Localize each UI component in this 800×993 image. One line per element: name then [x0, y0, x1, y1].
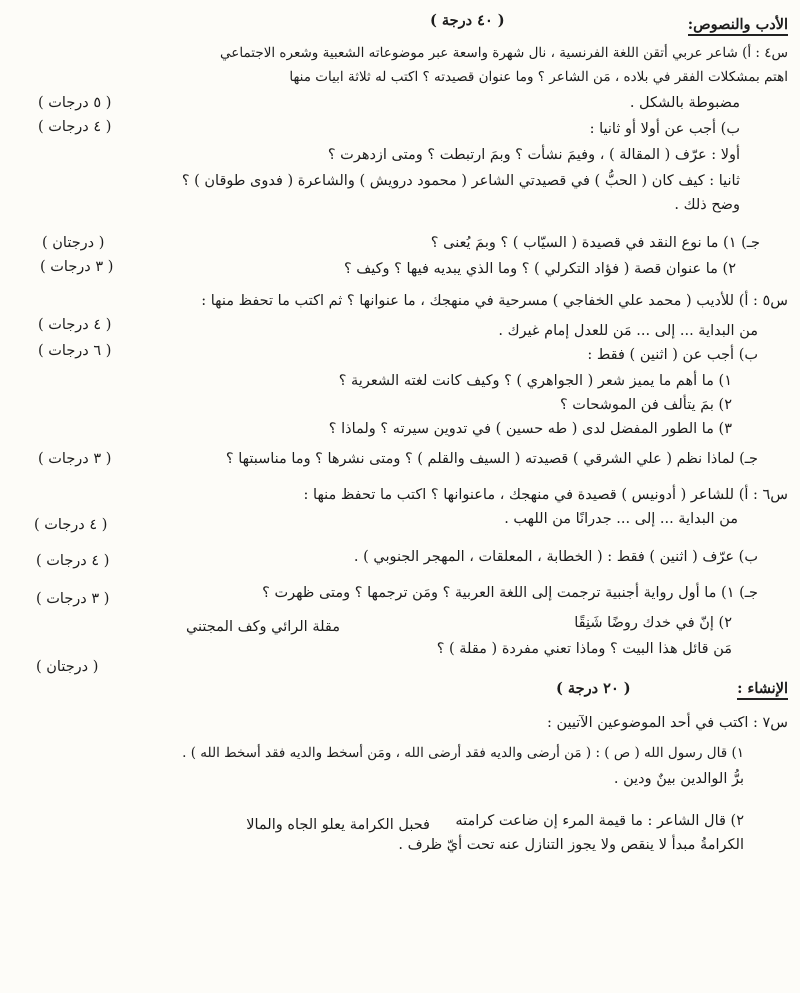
q5-a-line1: س٥ : أ) للأديب ( محمد علي الخفاجي ) مسرحية في منهجك ، ما عنوانها ؟ ثم اكتب ما تحفظ منها :: [201, 293, 788, 309]
q5-b-line1: ب) أجب عن ( اثنين ) فقط :: [587, 347, 758, 363]
q7-intro: س٧ : اكتب في أحد الموضوعين الآتيين :: [546, 715, 788, 731]
q7-topic1-line1: ١) قال رسول الله ( ص ) : ( مَن أرضى والديه فقد أرضى الله ، ومَن أسخط والديه فقد أسخط الله ) .: [182, 745, 744, 761]
q6-c-line3: مَن قائل هذا البيت ؟ وماذا تعني مفردة ( مقلة ) ؟: [436, 641, 732, 657]
q6-a-line2: من البداية ... إلى ... جدرانًا من اللهب .: [504, 511, 738, 527]
q5-b-line3: ٢) بمَ يتألف فن الموشحات ؟: [559, 397, 732, 413]
q6-verse-left: مقلة الرائي وكف المجتني: [185, 619, 340, 635]
q6-c-marks1: ( ٣ درجات ): [36, 591, 110, 607]
q5-b-line4: ٣) ما الطور المفضل لدى ( طه حسين ) في تدوين سيرته ؟ ولماذا ؟: [328, 421, 732, 437]
section-marks-composition: ( ٢٠ درجة ): [556, 680, 631, 697]
q4-b-line2: أولا : عرّف ( المقالة ) ، وفيمَ نشأت ؟ وبمَ ارتبطت ؟ ومتى ازدهرت ؟: [327, 147, 740, 163]
q5-a-marks: ( ٤ درجات ): [38, 317, 112, 333]
q6-a-marks: ( ٤ درجات ): [34, 517, 108, 533]
q4-b-line3: ثانيا : كيف كان ( الحبُّ ) في قصيدتي الشاعر ( محمود درويش ) والشاعرة ( فدوى طوقان ) ؟: [181, 173, 740, 189]
q4-b-marks: ( ٤ درجات ): [38, 119, 112, 135]
q4-c-marks2: ( ٣ درجات ): [40, 259, 114, 275]
q5-a-line2: من البداية ... إلى ... مَن للعدل إمام غيرك .: [498, 323, 758, 339]
section-title-composition: الإنشاء :: [737, 680, 788, 700]
q4-b-line4: وضح ذلك .: [674, 197, 740, 213]
q4-b-line1: ب) أجب عن أولا أو ثانيا :: [589, 121, 740, 137]
q5-c-marks: ( ٣ درجات ): [38, 451, 112, 467]
q6-c-line1: جـ) ١) ما أول رواية أجنبية ترجمت إلى اللغة العربية ؟ ومَن ترجمها ؟ ومتى ظهرت ؟: [262, 585, 758, 601]
q7-topic2-line2: الكرامةُ مبدأ لا ينقص ولا يجوز التنازل عنه تحت أيّ ظرف .: [398, 837, 744, 853]
q7-topic2-verse-left: فحبل الكرامة يعلو الجاه والمالا: [246, 817, 430, 833]
section-title-literature: الأدب والنصوص:: [688, 16, 788, 36]
q4-a-line1: س٤ : أ) شاعر عربي أتقن اللغة الفرنسية ، نال شهرة واسعة عبر موضوعاته الشعبية وشعره الاجتماعي: [220, 45, 788, 61]
section-marks-literature: ( ٤٠ درجة ): [430, 12, 505, 29]
q6-c-marks2: ( درجتان ): [36, 659, 99, 675]
q4-c-marks1: ( درجتان ): [42, 235, 105, 251]
q6-a-line1: س٦ : أ) للشاعر ( أدونيس ) قصيدة في منهجك ، ماعنوانها ؟ اكتب ما تحفظ منها :: [303, 487, 788, 503]
q6-verse-right: ٢) إنّ في خدك روضًا شَنِقًا: [574, 615, 732, 631]
q5-b-marks: ( ٦ درجات ): [38, 343, 112, 359]
q7-topic2-verse-right: ٢) قال الشاعر : ما قيمة المرء إن ضاعت كرامته: [455, 813, 744, 829]
q4-a-marks: ( ٥ درجات ): [38, 95, 112, 111]
q4-c-line2: ٢) ما عنوان قصة ( فؤاد التكرلي ) ؟ وما الذي يبديه فيها ؟ وكيف ؟: [343, 261, 736, 277]
q5-c-line1: جـ) لماذا نظم ( علي الشرقي ) قصيدته ( السيف والقلم ) ؟ ومتى نشرها ؟ وما مناسبتها ؟: [225, 451, 758, 467]
q4-a-line3: مضبوطة بالشكل .: [629, 95, 740, 111]
q6-b-line1: ب) عرّف ( اثنين ) فقط : ( الخطابة ، المعلقات ، المهجر الجنوبي ) .: [353, 549, 758, 565]
q4-a-line2: اهتم بمشكلات الفقر في بلاده ، مَن الشاعر ؟ وما عنوان قصيدته ؟ اكتب له ثلاثة ابيات منها: [289, 69, 788, 85]
q6-b-marks: ( ٤ درجات ): [36, 553, 110, 569]
q7-topic1-line2: برُّ الوالدين بينٌ ودين .: [613, 771, 744, 787]
q5-b-line2: ١) ما أهم ما يميز شعر ( الجواهري ) ؟ وكيف كانت لغته الشعرية ؟: [338, 373, 732, 389]
q4-c-line1: جـ) ١) ما نوع النقد في قصيدة ( السيّاب ) ؟ وبمَ يُعنى ؟: [430, 235, 760, 251]
